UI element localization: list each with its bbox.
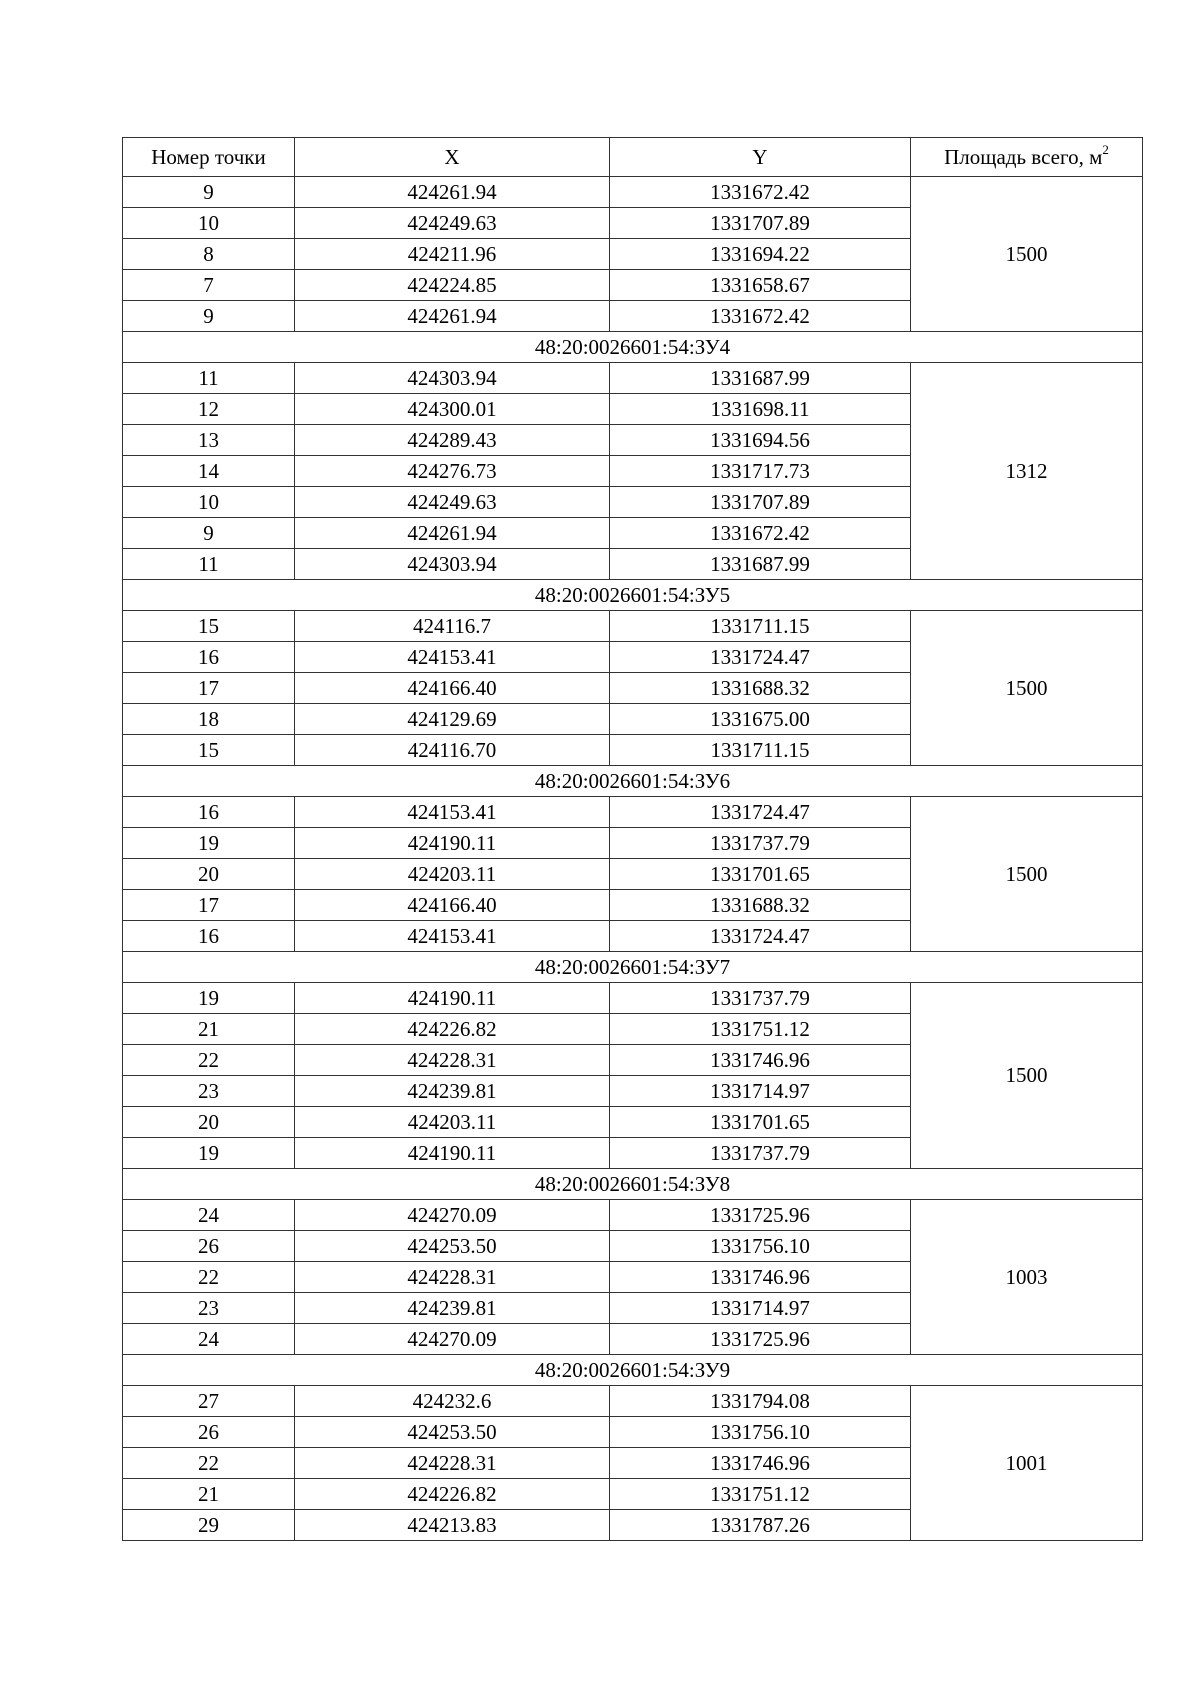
x-coordinate-cell: 424303.94: [295, 363, 610, 394]
point-number-cell: 14: [123, 456, 295, 487]
y-coordinate-cell: 1331756.10: [610, 1417, 911, 1448]
point-number-cell: 12: [123, 394, 295, 425]
point-number-cell: 27: [123, 1386, 295, 1417]
point-number-cell: 26: [123, 1231, 295, 1262]
x-coordinate-cell: 424153.41: [295, 797, 610, 828]
area-cell: 1312: [911, 363, 1143, 580]
y-coordinate-cell: 1331694.22: [610, 239, 911, 270]
point-number-cell: 24: [123, 1200, 295, 1231]
x-coordinate-cell: 424261.94: [295, 518, 610, 549]
y-coordinate-cell: 1331672.42: [610, 177, 911, 208]
point-number-cell: 20: [123, 859, 295, 890]
parcel-id: 48:20:0026601:54:ЗУ9: [123, 1355, 1143, 1386]
x-coordinate-cell: 424213.83: [295, 1510, 610, 1541]
area-cell: 1500: [911, 177, 1143, 332]
y-coordinate-cell: 1331746.96: [610, 1262, 911, 1293]
y-coordinate-cell: 1331711.15: [610, 735, 911, 766]
y-coordinate-cell: 1331737.79: [610, 983, 911, 1014]
y-coordinate-cell: 1331688.32: [610, 673, 911, 704]
point-number-cell: 8: [123, 239, 295, 270]
area-cell: 1500: [911, 611, 1143, 766]
table-body: [123, 177, 1143, 1541]
parcel-section-row: [123, 766, 1143, 797]
y-coordinate-cell: 1331724.47: [610, 921, 911, 952]
x-coordinate-cell: 424153.41: [295, 642, 610, 673]
y-coordinate-cell: 1331707.89: [610, 487, 911, 518]
header-area: [911, 138, 1143, 177]
point-number-cell: 19: [123, 1138, 295, 1169]
x-coordinate-cell: 424249.63: [295, 487, 610, 518]
x-coordinate-cell: 424261.94: [295, 177, 610, 208]
y-coordinate-cell: 1331746.96: [610, 1448, 911, 1479]
point-number-cell: 10: [123, 208, 295, 239]
x-coordinate-cell: 424300.01: [295, 394, 610, 425]
x-coordinate-cell: 424232.6: [295, 1386, 610, 1417]
y-coordinate-cell: 1331714.97: [610, 1076, 911, 1107]
x-coordinate-cell: 424270.09: [295, 1200, 610, 1231]
x-coordinate-cell: 424276.73: [295, 456, 610, 487]
point-number-cell: 23: [123, 1293, 295, 1324]
y-coordinate-cell: 1331717.73: [610, 456, 911, 487]
point-number-cell: 22: [123, 1045, 295, 1076]
point-number-cell: 16: [123, 642, 295, 673]
point-number-cell: 22: [123, 1262, 295, 1293]
area-cell: 1500: [911, 983, 1143, 1169]
parcel-section-row: [123, 332, 1143, 363]
x-coordinate-cell: 424239.81: [295, 1293, 610, 1324]
y-coordinate-cell: 1331724.47: [610, 797, 911, 828]
y-coordinate-cell: 1331698.11: [610, 394, 911, 425]
y-coordinate-cell: 1331787.26: [610, 1510, 911, 1541]
area-cell: 1001: [911, 1386, 1143, 1541]
parcel-section-row: [123, 952, 1143, 983]
point-number-cell: 11: [123, 549, 295, 580]
point-number-cell: 9: [123, 301, 295, 332]
table-row: [123, 983, 1143, 1014]
table-row: [123, 363, 1143, 394]
y-coordinate-cell: 1331672.42: [610, 518, 911, 549]
y-coordinate-cell: 1331707.89: [610, 208, 911, 239]
header-area-superscript: 2: [1102, 141, 1109, 157]
y-coordinate-cell: 1331701.65: [610, 1107, 911, 1138]
y-coordinate-cell: 1331794.08: [610, 1386, 911, 1417]
x-coordinate-cell: 424190.11: [295, 828, 610, 859]
x-coordinate-cell: 424116.70: [295, 735, 610, 766]
point-number-cell: 18: [123, 704, 295, 735]
point-number-cell: 10: [123, 487, 295, 518]
x-coordinate-cell: 424166.40: [295, 890, 610, 921]
y-coordinate-cell: 1331751.12: [610, 1014, 911, 1045]
header-point-number: Номер точки: [123, 138, 295, 177]
x-coordinate-cell: 424303.94: [295, 549, 610, 580]
point-number-cell: 16: [123, 921, 295, 952]
point-number-cell: 7: [123, 270, 295, 301]
x-coordinate-cell: 424226.82: [295, 1014, 610, 1045]
point-number-cell: 21: [123, 1479, 295, 1510]
point-number-cell: 9: [123, 177, 295, 208]
x-coordinate-cell: 424253.50: [295, 1231, 610, 1262]
x-coordinate-cell: 424289.43: [295, 425, 610, 456]
point-number-cell: 19: [123, 828, 295, 859]
table-row: [123, 1386, 1143, 1417]
point-number-cell: 21: [123, 1014, 295, 1045]
y-coordinate-cell: 1331725.96: [610, 1324, 911, 1355]
header-x: X: [295, 138, 610, 177]
parcel-id: 48:20:0026601:54:ЗУ4: [123, 332, 1143, 363]
area-cell: 1003: [911, 1200, 1143, 1355]
parcel-section-row: [123, 1169, 1143, 1200]
point-number-cell: 22: [123, 1448, 295, 1479]
parcel-id: 48:20:0026601:54:ЗУ5: [123, 580, 1143, 611]
area-cell: 1500: [911, 797, 1143, 952]
x-coordinate-cell: 424228.31: [295, 1448, 610, 1479]
y-coordinate-cell: 1331711.15: [610, 611, 911, 642]
x-coordinate-cell: 424226.82: [295, 1479, 610, 1510]
point-number-cell: 15: [123, 611, 295, 642]
header-row: [123, 138, 1143, 177]
table-row: [123, 611, 1143, 642]
x-coordinate-cell: 424228.31: [295, 1262, 610, 1293]
y-coordinate-cell: 1331724.47: [610, 642, 911, 673]
table-row: [123, 797, 1143, 828]
table-row: [123, 1200, 1143, 1231]
point-number-cell: 9: [123, 518, 295, 549]
y-coordinate-cell: 1331688.32: [610, 890, 911, 921]
coordinates-table: [122, 137, 1143, 1541]
x-coordinate-cell: 424239.81: [295, 1076, 610, 1107]
x-coordinate-cell: 424249.63: [295, 208, 610, 239]
x-coordinate-cell: 424190.11: [295, 983, 610, 1014]
y-coordinate-cell: 1331725.96: [610, 1200, 911, 1231]
y-coordinate-cell: 1331701.65: [610, 859, 911, 890]
parcel-id: 48:20:0026601:54:ЗУ8: [123, 1169, 1143, 1200]
x-coordinate-cell: 424203.11: [295, 859, 610, 890]
x-coordinate-cell: 424224.85: [295, 270, 610, 301]
point-number-cell: 29: [123, 1510, 295, 1541]
point-number-cell: 23: [123, 1076, 295, 1107]
y-coordinate-cell: 1331658.67: [610, 270, 911, 301]
table-header: [123, 138, 1143, 177]
point-number-cell: 19: [123, 983, 295, 1014]
point-number-cell: 11: [123, 363, 295, 394]
point-number-cell: 24: [123, 1324, 295, 1355]
y-coordinate-cell: 1331694.56: [610, 425, 911, 456]
x-coordinate-cell: 424129.69: [295, 704, 610, 735]
y-coordinate-cell: 1331687.99: [610, 363, 911, 394]
point-number-cell: 17: [123, 673, 295, 704]
y-coordinate-cell: 1331714.97: [610, 1293, 911, 1324]
x-coordinate-cell: 424153.41: [295, 921, 610, 952]
y-coordinate-cell: 1331737.79: [610, 828, 911, 859]
x-coordinate-cell: 424228.31: [295, 1045, 610, 1076]
x-coordinate-cell: 424190.11: [295, 1138, 610, 1169]
point-number-cell: 17: [123, 890, 295, 921]
x-coordinate-cell: 424253.50: [295, 1417, 610, 1448]
parcel-section-row: [123, 580, 1143, 611]
header-y: Y: [610, 138, 911, 177]
x-coordinate-cell: 424270.09: [295, 1324, 610, 1355]
x-coordinate-cell: 424166.40: [295, 673, 610, 704]
y-coordinate-cell: 1331746.96: [610, 1045, 911, 1076]
table-row: [123, 177, 1143, 208]
x-coordinate-cell: 424261.94: [295, 301, 610, 332]
point-number-cell: 20: [123, 1107, 295, 1138]
y-coordinate-cell: 1331675.00: [610, 704, 911, 735]
x-coordinate-cell: 424116.7: [295, 611, 610, 642]
point-number-cell: 15: [123, 735, 295, 766]
point-number-cell: 16: [123, 797, 295, 828]
point-number-cell: 26: [123, 1417, 295, 1448]
x-coordinate-cell: 424211.96: [295, 239, 610, 270]
x-coordinate-cell: 424203.11: [295, 1107, 610, 1138]
point-number-cell: 13: [123, 425, 295, 456]
y-coordinate-cell: 1331751.12: [610, 1479, 911, 1510]
y-coordinate-cell: 1331672.42: [610, 301, 911, 332]
parcel-id: 48:20:0026601:54:ЗУ6: [123, 766, 1143, 797]
parcel-section-row: [123, 1355, 1143, 1386]
y-coordinate-cell: 1331737.79: [610, 1138, 911, 1169]
y-coordinate-cell: 1331687.99: [610, 549, 911, 580]
parcel-id: 48:20:0026601:54:ЗУ7: [123, 952, 1143, 983]
y-coordinate-cell: 1331756.10: [610, 1231, 911, 1262]
header-area-label: Площадь всего, м: [944, 144, 1103, 169]
